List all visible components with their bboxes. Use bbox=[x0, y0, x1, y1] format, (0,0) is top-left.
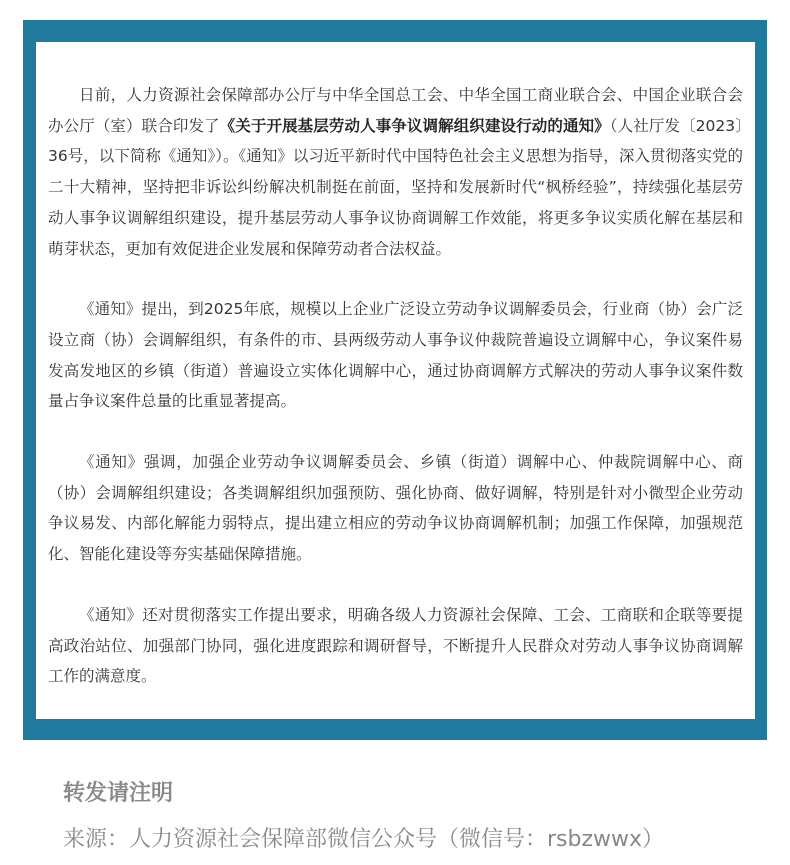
article-frame bbox=[23, 20, 767, 740]
paragraph-1-intro: 日前，人力资源社会保障部办公厅与中华全国总工会、中华全国工商业联合会、中国企业联合会办公厅（室）联合印发了 bbox=[48, 86, 743, 135]
article-body bbox=[36, 42, 755, 719]
paragraph-3: 《通知》强调，加强企业劳动争议调解委员会、乡镇（街道）调解中心、仲裁院调解中心、商（协）会调解组织建设；各类调解组织加强预防、强化协商、做好调解，特别是针对小微型企业劳动争议易发、内部化解能力弱特点，提出建立相应的劳动争议协商调解机制；加强工作保障，加强规范化、智能化建设等夯实基础保障措施。 bbox=[48, 453, 743, 564]
source-attribution: 来源：人力资源社会保障部微信公众号（微信号：rsbzwwx） bbox=[63, 827, 665, 852]
paragraph-1 bbox=[48, 80, 743, 264]
paragraph-2: 《通知》提出，到2025年底，规模以上企业广泛设立劳动争议调解委员会，行业商（协）会广泛设立商（协）会调解组织，有条件的市、县两级劳动人事争议仲裁院普遍设立调解中心，争议案件易发高发地区的乡镇（街道）普遍设立实体化调解中心，通过协商调解方式解决的劳动人事争议案件数量占争议案件总量的比重显著提高。 bbox=[48, 300, 743, 411]
paragraph-1-rest: （人社厅发〔2023〕36号，以下简称《通知》）。《通知》以习近平新时代中国特色社会主义思想为指导，深入贯彻落实党的二十大精神，坚持把非诉讼纠纷解决机制挺在前面，坚持和发展新时代“枫桥经验”，持续强化基层劳动人事争议调解组织建设，提升基层劳动人事争议协商调解工作效能，将更多争议实质化解在基层和萌芽状态，更加有效促进企业发展和保障劳动者合法权益。 bbox=[48, 116, 743, 258]
notice-title-bold: 《关于开展基层劳动人事争议调解组织建设行动的通知》 bbox=[219, 116, 610, 135]
repost-notice-title: 转发请注明 bbox=[63, 781, 174, 806]
paragraph-4: 《通知》还对贯彻落实工作提出要求，明确各级人力资源社会保障、工会、工商联和企联等要提高政治站位、加强部门协同，强化进度跟踪和调研督导，不断提升人民群众对劳动人事争议协商调解工作的满意度。 bbox=[48, 605, 743, 686]
